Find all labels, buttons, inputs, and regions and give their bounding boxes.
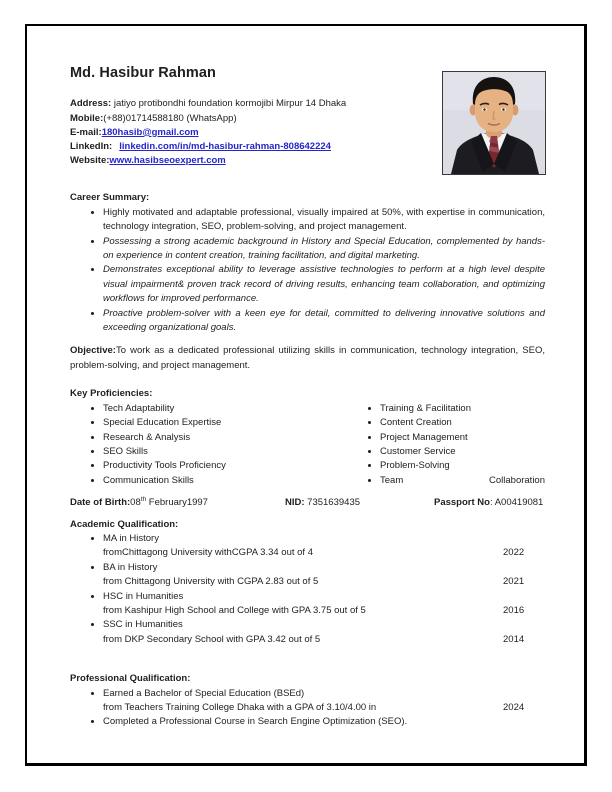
personal-details-row xyxy=(70,496,545,510)
professional-year: 2024 xyxy=(503,702,525,714)
address-line xyxy=(70,97,545,111)
professional-qualification-heading: Professional Qualification: xyxy=(70,673,191,685)
professional-line1: • Completed a Professional Course in Search Engine Optimization (SEO). xyxy=(103,716,408,728)
nid xyxy=(285,496,434,510)
email-link[interactable]: 180hasib@gmail.com xyxy=(101,126,199,138)
academic-qualification-heading: Academic Qualification: xyxy=(70,518,179,530)
collaboration-word: Collaboration xyxy=(489,474,545,486)
email-label: E-mail: xyxy=(70,126,102,138)
email-line xyxy=(70,126,545,140)
proficiency-item: • Problem-Solving xyxy=(380,459,545,473)
nid-value: 7351639435 xyxy=(304,497,361,509)
career-summary-bullet: • Demonstrates exceptional ability to leverage assistive technologies to perform at a high level despite visual impairment& proven track record of driving results, enhancing team collaboration, and optimizing workflows for improved performance. xyxy=(103,263,545,306)
career-summary-bullet: • Possessing a strong academic background in History and Special Education, complemented by hands-on experience in content creation, training facilitation, and digital marketing. xyxy=(103,235,545,264)
degree: • SSC in Humanities xyxy=(103,619,183,631)
proficiency-item: • Project Management xyxy=(380,431,545,445)
proficiencies-column-left xyxy=(70,402,347,488)
proficiency-item-team-collaboration xyxy=(380,474,545,488)
objective-label: Objective: xyxy=(70,345,116,357)
professional-line2: from Teachers Training College Dhaka with a GPA of 3.10/4.00 in xyxy=(103,702,377,714)
degree-year: 2022 xyxy=(503,547,525,559)
academic-item xyxy=(103,618,545,647)
degree: • BA in History xyxy=(103,561,158,573)
proficiency-item: • Research & Analysis xyxy=(103,431,347,445)
nid-label: NID: xyxy=(285,497,305,509)
key-proficiencies-columns xyxy=(70,402,545,488)
linkedin-label: LinkedIn: xyxy=(70,141,113,153)
linkedin-line xyxy=(70,140,545,154)
team-word: • Team xyxy=(380,474,404,486)
address-label: Address: xyxy=(70,98,112,110)
proficiency-item: • Tech Adaptability xyxy=(103,402,347,416)
passport-value: : A00419081 xyxy=(489,497,544,509)
degree-year: 2021 xyxy=(503,576,525,588)
proficiency-item: • SEO Skills xyxy=(103,445,347,459)
page-title: Md. Hasibur Rahman xyxy=(70,65,217,81)
proficiency-item: • Training & Facilitation xyxy=(380,402,545,416)
degree-detail: from Chittagong University with CGPA 2.83 out of 5 xyxy=(103,576,319,588)
objective-text: To work as a dedicated professional utilizing skills in communication, technology integration, SEO, problem-solving, and project management. xyxy=(70,345,545,371)
dob-label: Date of Birth: xyxy=(70,497,131,509)
professional-qualification-list xyxy=(70,687,545,730)
date-of-birth xyxy=(70,496,285,510)
career-summary-list xyxy=(70,206,545,336)
mobile-label: Mobile: xyxy=(70,112,104,124)
degree-year: 2016 xyxy=(503,604,525,616)
proficiency-item: • Content Creation xyxy=(380,416,545,430)
proficiency-item: • Communication Skills xyxy=(103,474,347,488)
mobile-value: (+88)01714588180 (WhatsApp) xyxy=(103,112,237,124)
proficiencies-column-right xyxy=(347,402,545,488)
mobile-line xyxy=(70,112,545,126)
career-summary-bullet: • Proactive problem-solver with a keen eye for detail, committed to delivering innovative solutions and exceeding organizational goals. xyxy=(103,307,545,336)
professional-line1: • Earned a Bachelor of Special Education (BSEd) xyxy=(103,687,305,699)
career-summary-heading: Career Summary: xyxy=(70,192,150,204)
degree-detail: from Kashipur High School and College with GPA 3.75 out of 5 xyxy=(103,604,366,616)
proficiency-item: • Customer Service xyxy=(380,445,545,459)
page-border xyxy=(25,24,587,766)
dob-rest: February1997 xyxy=(146,497,208,509)
proficiencies-list-right xyxy=(347,402,545,488)
proficiency-item: • Special Education Expertise xyxy=(103,416,347,430)
academic-item xyxy=(103,590,545,619)
degree: • MA in History xyxy=(103,532,159,544)
degree-detail: from DKP Secondary School with GPA 3.42 out of 5 xyxy=(103,633,321,645)
website-link[interactable]: www.hasibseoexpert.com xyxy=(109,155,226,167)
proficiencies-list-left xyxy=(70,402,347,488)
dob-day: 08 xyxy=(130,497,141,509)
objective-paragraph xyxy=(70,344,545,373)
website-line xyxy=(70,154,545,168)
academic-qualification-list xyxy=(70,532,545,647)
degree-year: 2014 xyxy=(503,633,525,645)
passport-label: Passport No xyxy=(434,497,490,509)
resume-content xyxy=(70,66,545,730)
academic-item xyxy=(103,561,545,590)
academic-item xyxy=(103,532,545,561)
website-label: Website: xyxy=(70,155,110,167)
linkedin-link[interactable]: linkedin.com/in/md-hasibur-rahman-808642224 xyxy=(119,141,331,153)
dob-ordinal: th xyxy=(140,495,147,503)
professional-item xyxy=(103,687,545,716)
passport xyxy=(434,496,545,510)
career-summary-bullet: • Highly motivated and adaptable professional, visually impaired at 50%, with expertise in communication, technology integration, SEO, problem-solving, and project management. xyxy=(103,206,545,235)
key-proficiencies-heading: Key Proficiencies: xyxy=(70,388,153,400)
professional-item xyxy=(103,715,545,729)
degree-detail: fromChittagong University withCGPA 3.34 out of 4 xyxy=(103,547,313,559)
address-value: jatiyo protibondhi foundation kormojibi Mirpur 14 Dhaka xyxy=(111,98,347,110)
degree: • HSC in Humanities xyxy=(103,590,184,602)
proficiency-item: • Productivity Tools Proficiency xyxy=(103,459,347,473)
